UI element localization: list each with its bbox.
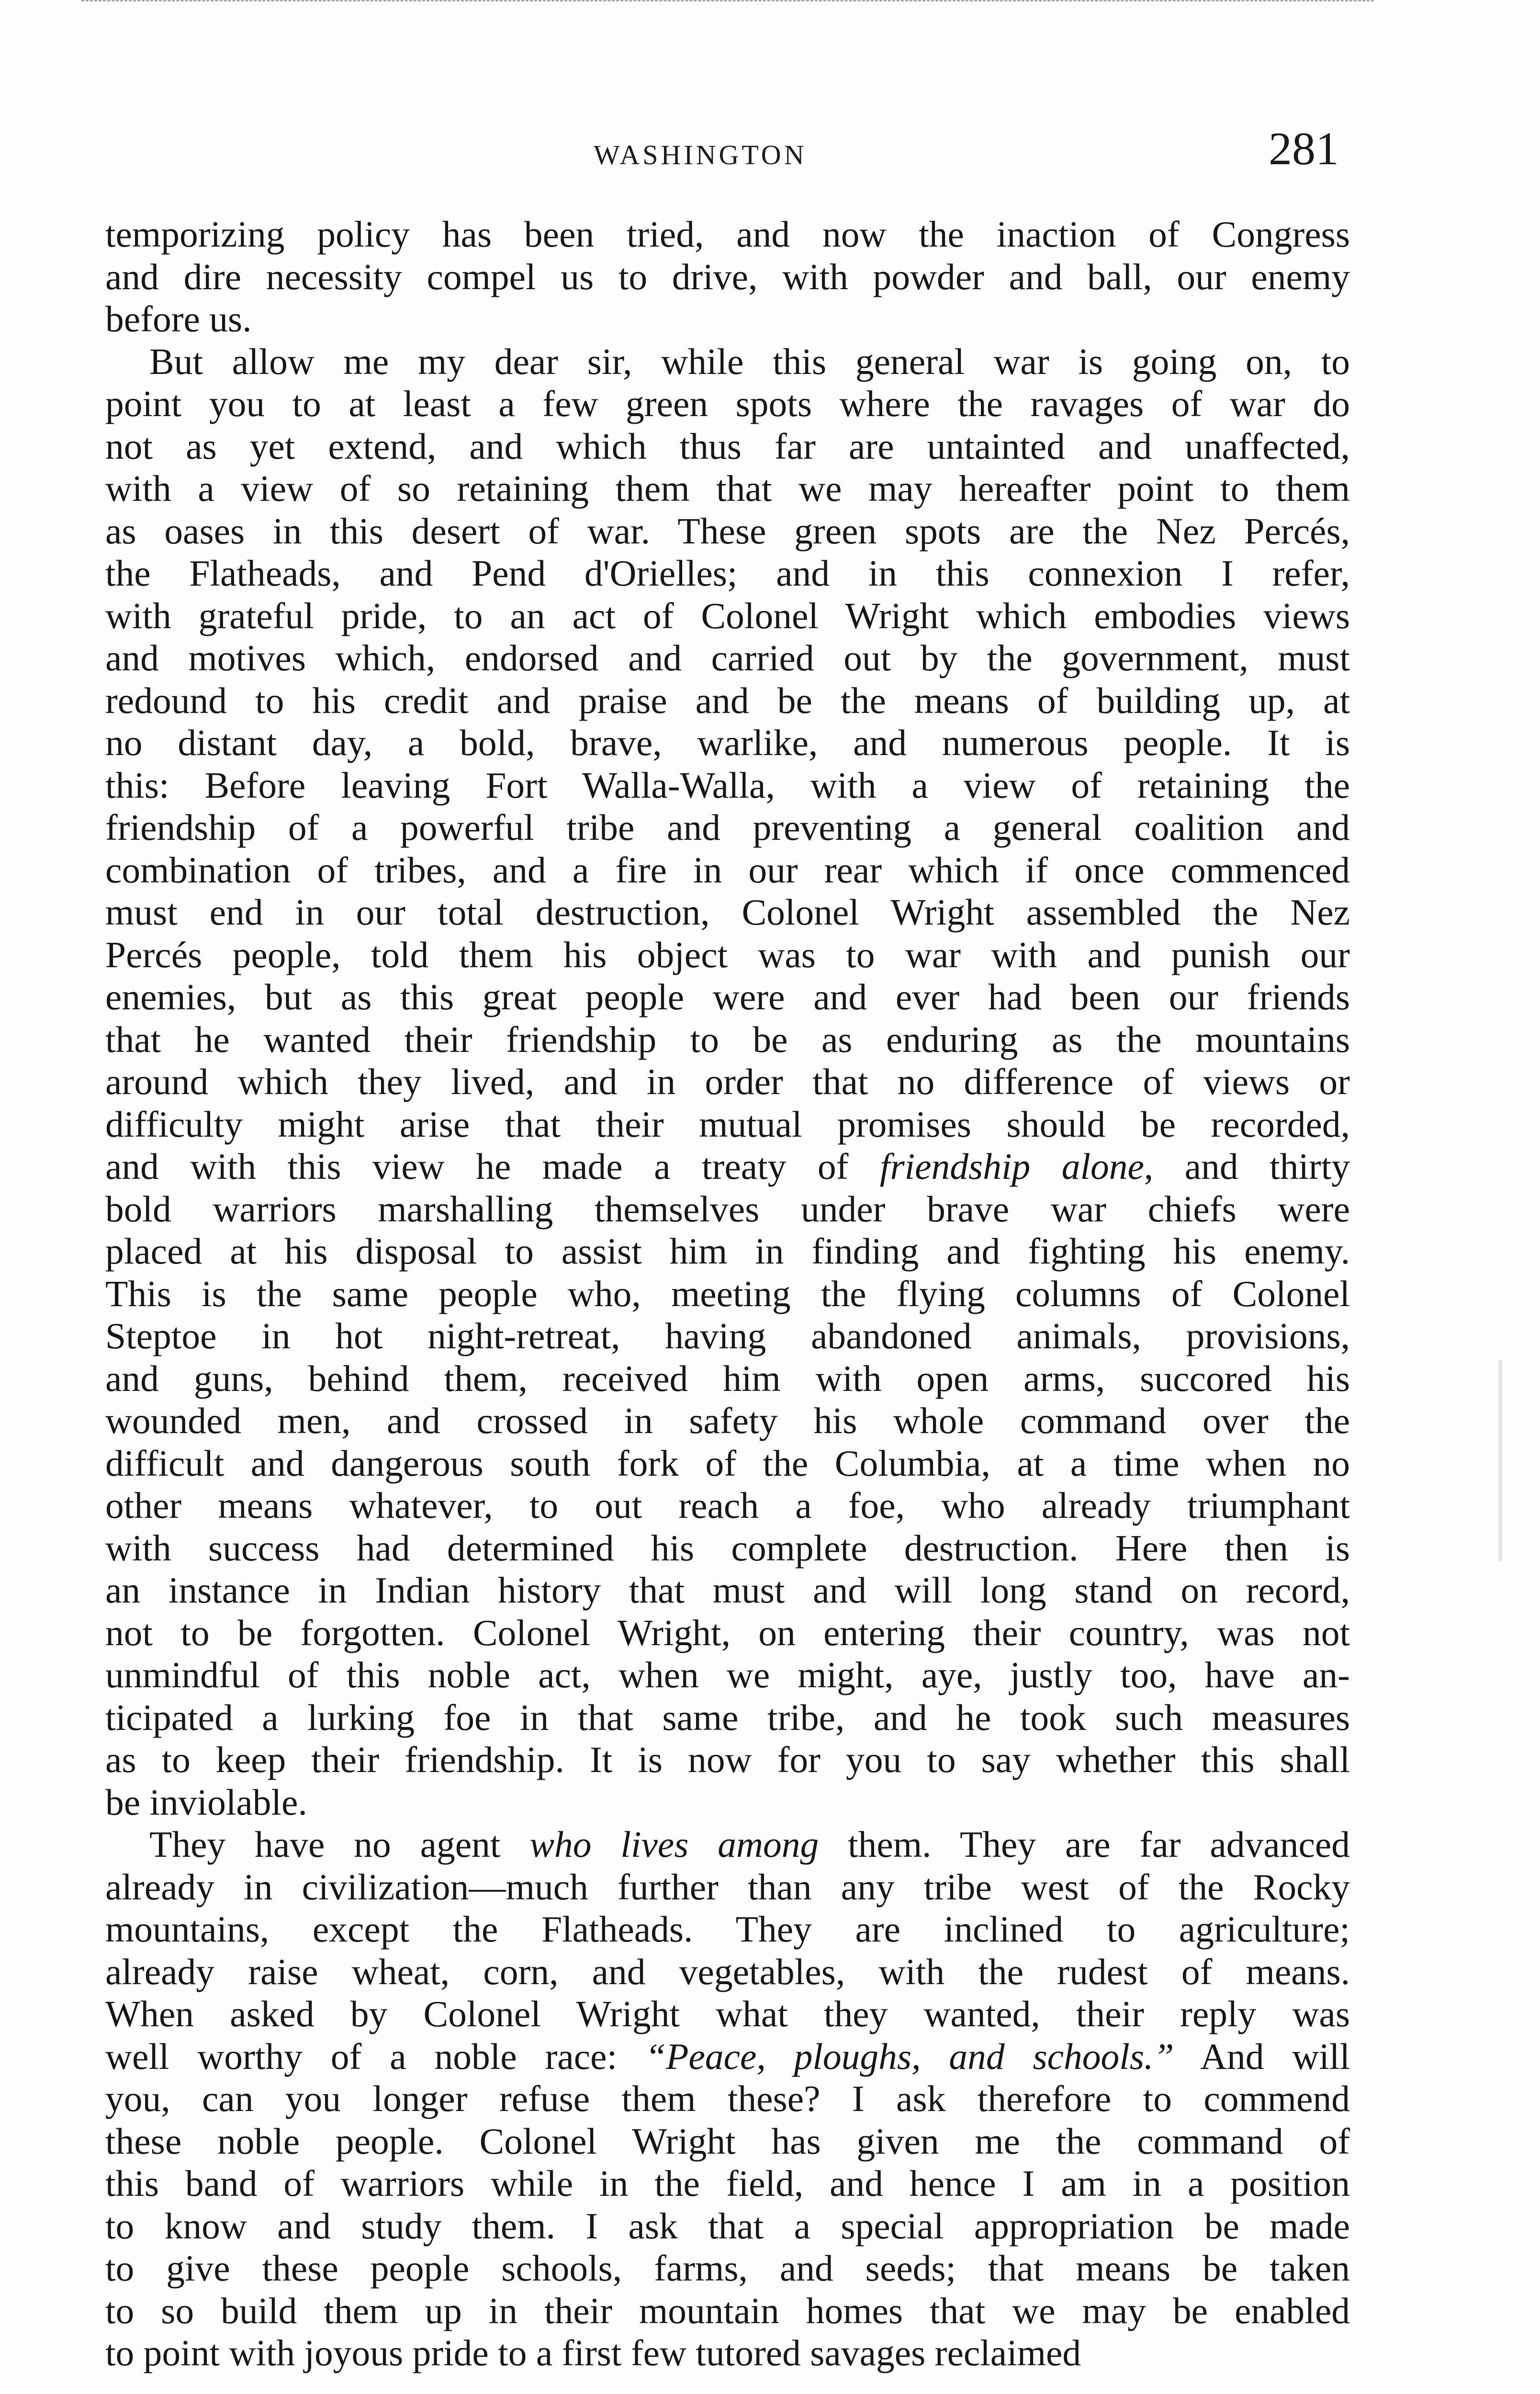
text-line: no distant day, a bold, brave, warlike, and numerous people. It is [105,722,1350,763]
text-line: these noble people. Colonel Wright has given me the command of [105,2120,1350,2162]
text-line: you, can you longer refuse them these? I ask therefore to commend [105,2078,1350,2119]
text-line: point you to at least a few green spots where the ravages of war do [105,383,1350,424]
text-line: not as yet extend, and which thus far are untainted and unaffected, [105,425,1350,467]
text-line: be inviolable. [105,1781,307,1823]
text-line: other means whatever, to out reach a foe, who already triumphant [105,1485,1350,1526]
text-line: and with this view he made a treaty of friendship alone, and thirty [105,1146,1350,1187]
text-line: enemies, but as this great people were and ever had been our friends [105,976,1350,1017]
text-line: the Flatheads, and Pend d'Orielles; and in this connexion I refer, [105,553,1350,594]
text-line: ticipated a lurking foe in that same tribe, and he took such measures [105,1696,1350,1738]
text-line: not to be forgotten. Colonel Wright, on entering their country, was not [105,1612,1350,1653]
text-line: and motives which, endorsed and carried out by the government, must [105,637,1350,678]
text-line: temporizing policy has been tried, and now the inaction of Congress [105,214,1350,255]
text-line: well worthy of a noble race: “Peace, ploughs, and schools.” And will [105,2035,1350,2077]
text-line: an instance in Indian history that must and will long stand on record, [105,1570,1350,1611]
italic-text: “Peace, ploughs, and schools.” [645,2035,1174,2077]
italic-text: friendship alone [879,1146,1144,1187]
text-line: this: Before leaving Fort Walla-Walla, with a view of retaining the [105,764,1350,806]
text-line: must end in our total destruction, Colonel Wright assembled the Nez [105,892,1350,933]
text-line: as oases in this desert of war. These green spots are the Nez Percés, [105,510,1350,552]
text-line: to point with joyous pride to a first few tutored savages reclaimed [105,2332,1081,2373]
paragraph [105,340,1350,1824]
text-line: difficult and dangerous south fork of the Columbia, at a time when no [105,1442,1350,1484]
text-line: placed at his disposal to assist him in finding and fighting his enemy. [105,1231,1350,1272]
text-line: already in civilization—much further than any tribe west of the Rocky [105,1866,1350,1908]
text-line: with success had determined his complete destruction. Here then is [105,1527,1350,1569]
text-line: friendship of a powerful tribe and preventing a general coalition and [105,807,1350,848]
text-line: to give these people schools, farms, and seeds; that means be taken [105,2247,1350,2289]
text-line: wounded men, and crossed in safety his whole command over the [105,1400,1350,1441]
text-line: and dire necessity compel us to drive, with powder and ball, our enemy [105,256,1350,297]
text-line: to know and study them. I ask that a special appropriation be made [105,2205,1350,2247]
text-line: Steptoe in hot night-retreat, having abandoned animals, provisions, [105,1315,1350,1356]
text-line: This is the same people who, meeting the flying columns of Colonel [105,1273,1350,1314]
text-line: redound to his credit and praise and be the means of building up, at [105,679,1350,721]
text-line: and guns, behind them, received him with open arms, succored his [105,1357,1350,1399]
text-line: to so build them up in their mountain homes that we may be enabled [105,2290,1350,2331]
text-line: bold warriors marshalling themselves under brave war chiefs were [105,1188,1350,1230]
text-line: But allow me my dear sir, while this general war is going on, to [149,340,1350,382]
paragraph [105,213,1350,340]
text-line: combination of tribes, and a fire in our rear which if once commenced [105,849,1350,891]
text-line: that he wanted their friendship to be as enduring as the mountains [105,1018,1350,1060]
text-line: with a view of so retaining them that we may hereafter point to them [105,468,1350,509]
text-line: Percés people, told them his object was to war with and punish our [105,934,1350,975]
text-line: with grateful pride, to an act of Colonel Wright which embodies views [105,595,1350,636]
text-line: this band of warriors while in the field, and hence I am in a position [105,2163,1350,2204]
text-line: When asked by Colonel Wright what they wanted, their reply was [105,1993,1350,2034]
text-line: difficulty might arise that their mutual promises should be recorded, [105,1103,1350,1145]
text-line: as to keep their friendship. It is now for you to say whether this shall [105,1739,1350,1780]
text-line: around which they lived, and in order that no difference of views or [105,1061,1350,1102]
text-line: They have no agent who lives among them. They are far advanced [149,1824,1350,1865]
running-head: WASHINGTON [594,139,807,170]
top-edge-rule [81,0,1374,4]
italic-text: who lives among [529,1824,819,1865]
text-line: already raise wheat, corn, and vegetables, with the rudest of means. [105,1951,1350,1992]
body-text [105,213,1350,2374]
text-line: before us. [105,298,252,339]
margin-shadow [1498,1360,1502,1561]
text-line: unmindful of this noble act, when we might, aye, justly too, have an- [105,1654,1350,1695]
paragraph [105,1823,1350,2374]
text-line: mountains, except the Flatheads. They are inclined to agriculture; [105,1908,1350,1950]
page-number: 281 [1269,123,1339,175]
